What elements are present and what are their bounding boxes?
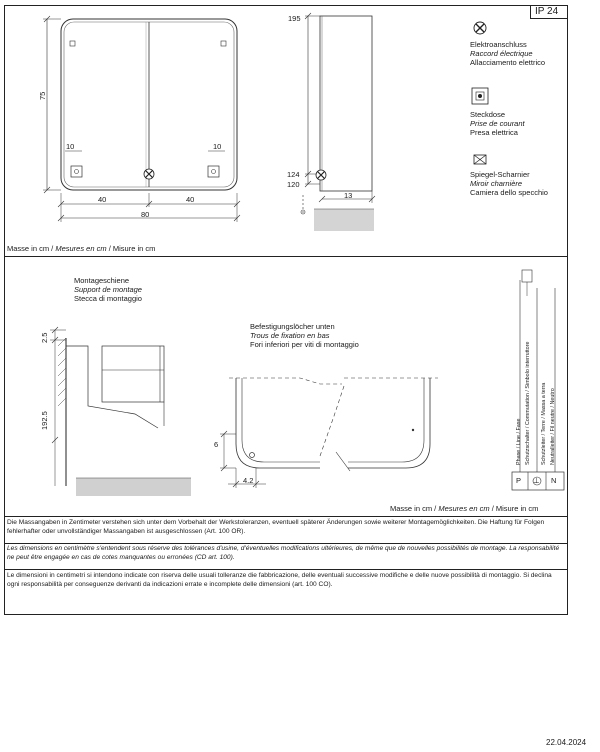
legend-socket-fr: Prise de courant: [470, 119, 525, 128]
socket-icon: [472, 88, 488, 104]
side-depth-label: 13: [344, 191, 353, 200]
terminal-n: N: [551, 476, 557, 485]
legend-hinge-fr: Miroir charnière: [470, 179, 523, 188]
rail-de: Montageschiene: [74, 276, 130, 285]
fixing-holes-de: Befestigungslöcher unten: [250, 322, 335, 331]
section-divider-notes: [4, 516, 568, 517]
front-height-label: 75: [38, 91, 47, 100]
corner-right-label: 10: [213, 142, 222, 151]
units-top: Masse in cm / Mesures en cm / Misure in cm: [7, 244, 156, 253]
wire-neutral-label: Neutralleiter / Fil neutre / Neutro: [550, 388, 556, 465]
wire-phase-label: Phase / Line / Fase: [516, 418, 522, 465]
side-top-label: 195: [288, 14, 301, 23]
corner-left-label: 10: [66, 142, 75, 151]
fixing-holes-fr: Trous de fixation en bas: [250, 331, 330, 340]
wire-earth-label: Schutzleiter / Terre / Massa a terra: [541, 382, 547, 465]
mirror-hinge-icon: [474, 155, 486, 164]
terminal-p: P: [516, 476, 522, 485]
side-124-label: 124: [287, 170, 300, 179]
legend-socket-it: Presa elettrica: [470, 128, 518, 137]
rail-top-dim: 2.5: [40, 332, 49, 343]
width-total-label: 80: [141, 210, 150, 219]
rail-height-dim: 192.5: [40, 411, 49, 430]
side-120-label: 120: [287, 180, 300, 189]
notes-divider-2: [4, 569, 568, 570]
note-it: Le dimensioni in centimetri si intendono indicate con riserva delle usuali tolleranze die fabbricazione, delle eventuali successive modifiche e delle nuove possibilità di montaggio. Si declina ogni responsabilità per conseguenze derivanti da indicazioni errate e incomplete delle dimensioni (art. 100 CO).: [7, 572, 552, 588]
legend-hinge-it: Camiera dello specchio: [470, 188, 548, 197]
document-date: 22.04.2024: [546, 738, 587, 747]
half-left-label: 40: [98, 195, 107, 204]
fixing-horizontal-dim: 4.2: [243, 476, 254, 485]
fixing-holes-it: Fori inferiori per viti di montaggio: [250, 340, 359, 349]
ip-rating: IP 24: [535, 6, 559, 17]
legend-electrical-de: Elektroanschluss: [470, 40, 527, 49]
legend-hinge-de: Spiegel-Scharnier: [470, 170, 530, 179]
notes-divider-1: [4, 543, 568, 544]
electrical-connection-icon: [474, 22, 486, 34]
rail-it: Stecca di montaggio: [74, 294, 142, 303]
wire-switch-label: Schutzschalter / Commutation / Simbolo interruttore: [525, 341, 531, 465]
rail-fr: Support de montage: [74, 285, 142, 294]
note-fr: Les dimensions en centimètre s'entendent sous réserve des tolérances d'usine, d'éventuelles modifications ultérieures, de même que de nouvelles possibilités de montage. La responsabilité ne peut être engagée en cas de cotes manquantes ou erronées (CD art. 100).: [7, 545, 560, 561]
legend-socket-de: Steckdose: [470, 110, 506, 119]
terminal-ground: ⊥: [533, 476, 540, 485]
legend-electrical-fr: Raccord électrique: [470, 49, 533, 58]
legend-electrical-it: Allacciamento elettrico: [470, 58, 546, 67]
units-bottom: Masse in cm / Mesures en cm / Misure in cm: [390, 504, 539, 513]
note-de: Die Massangaben in Zentimeter verstehen sich unter dem Vorbehalt der Werkstoleranzen, eventuell späterer Änderungen sowie weiterer Montagemöglichkeiten. Die Haftung für Folgen fehlerhafter oder unvollständiger Massangaben ist ausgeschlossen (Art. 100 OR).: [7, 519, 545, 535]
half-right-label: 40: [186, 195, 195, 204]
fixing-vertical-dim: 6: [214, 440, 219, 449]
